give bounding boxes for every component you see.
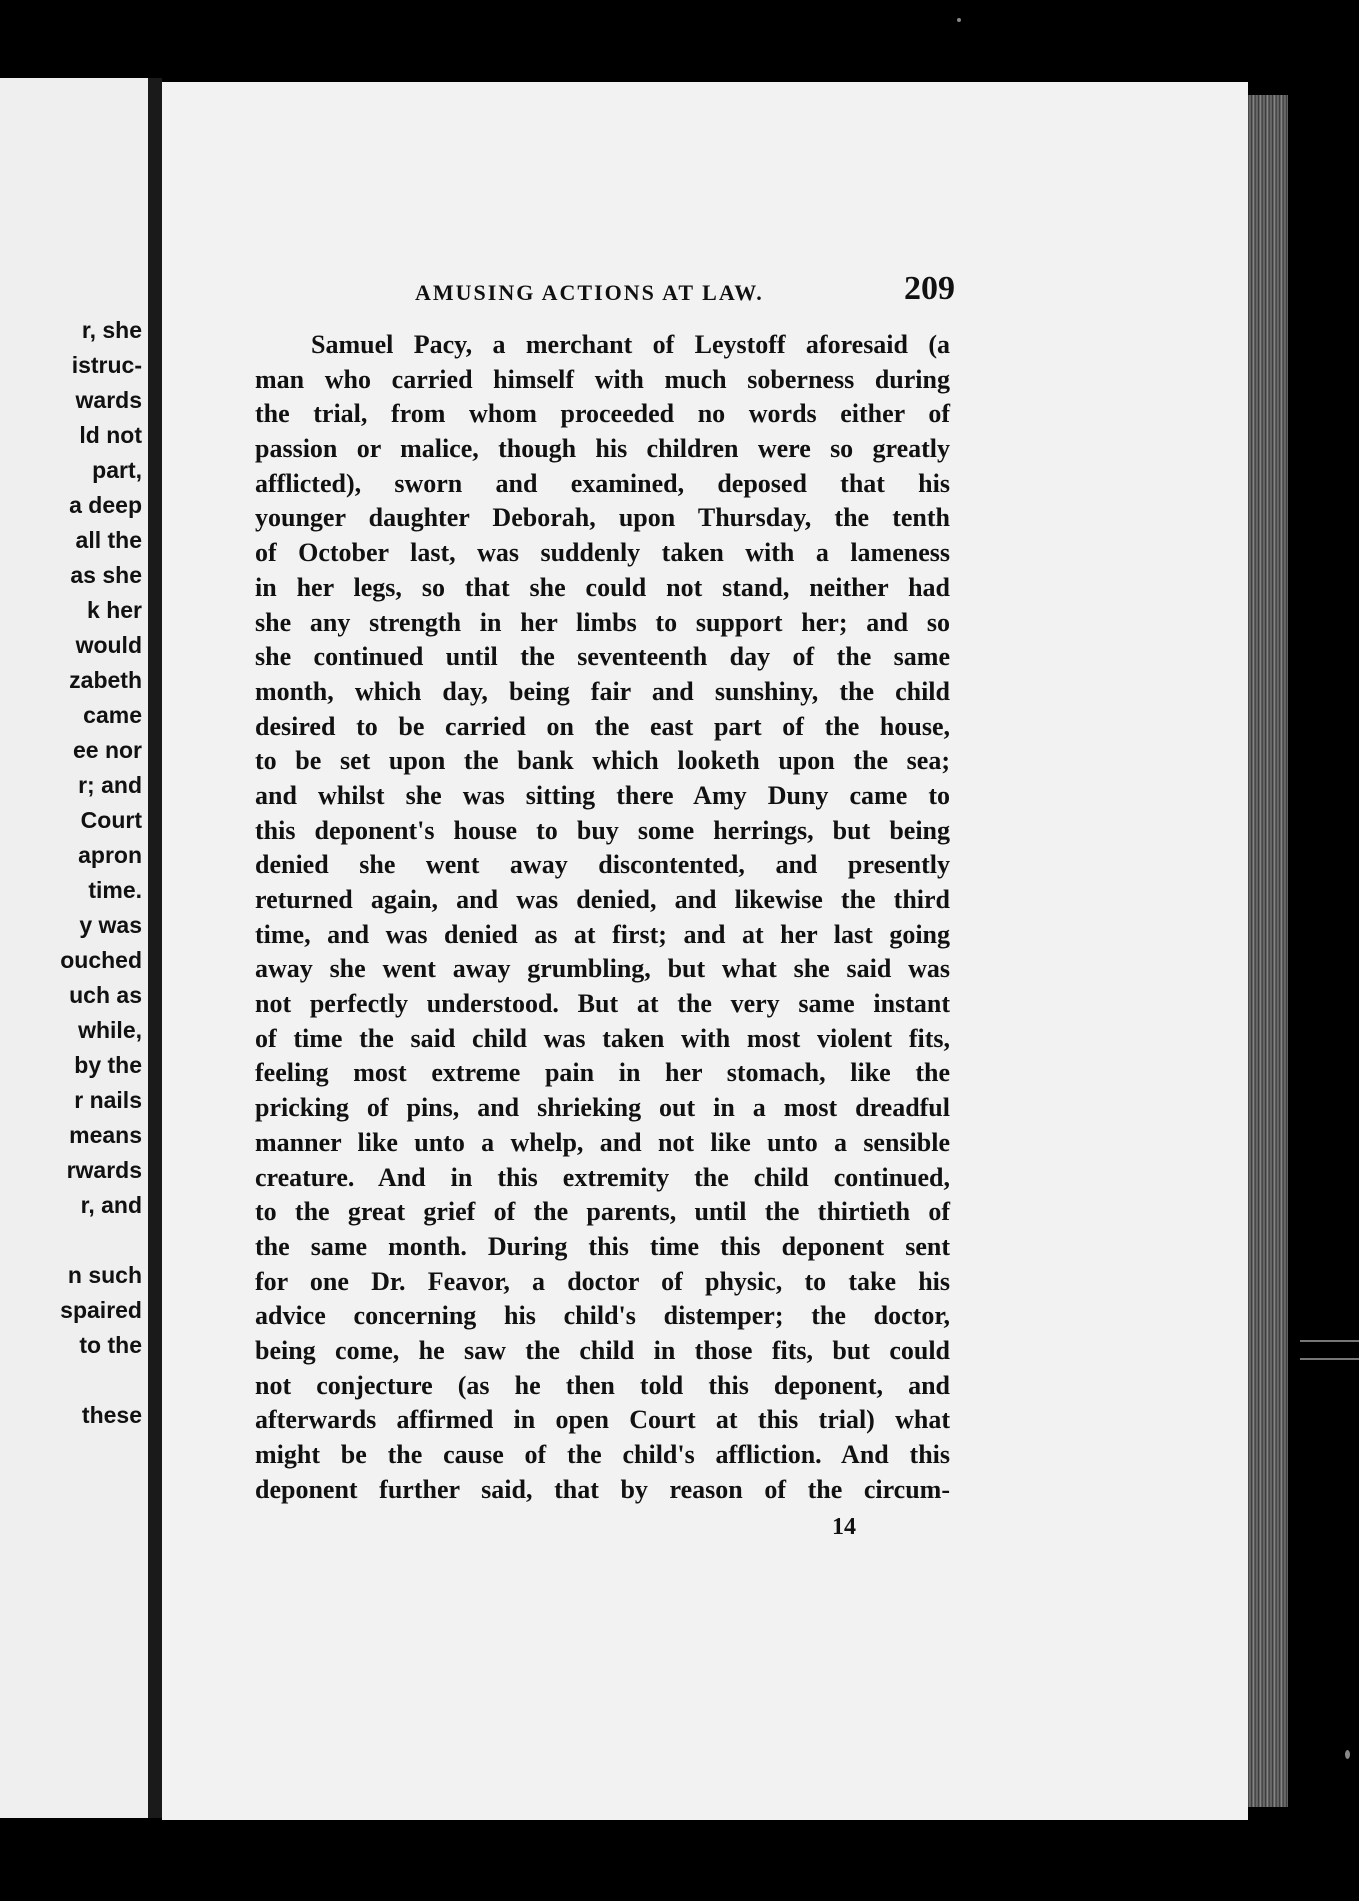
left-page-line: apron [78, 842, 142, 868]
signature-mark: 14 [832, 1514, 856, 1540]
left-page-line: n such [67, 1262, 142, 1288]
book-gutter [148, 78, 162, 1818]
body-line: Samuel Pacy, a merchant of Leystoff aforesaid (a [311, 330, 950, 359]
left-page-line: Court [80, 807, 142, 833]
left-page-line: r, she [81, 317, 142, 343]
left-page-line: came [83, 702, 142, 728]
body-line: time, and was denied as at first; and at her last going [255, 919, 950, 949]
body-line: being come, he saw the child in those fits, but could [255, 1335, 950, 1365]
body-line: she any strength in her limbs to support her; and so [255, 607, 950, 637]
page-number: 209 [904, 270, 955, 307]
left-page-line: ld not [79, 422, 142, 448]
left-page-line: a deep [69, 492, 142, 518]
left-page-line: k her [87, 597, 142, 623]
body-line: the trial, from whom proceeded no words either of [255, 399, 950, 429]
body-line: afflicted), sworn and examined, deposed that his [255, 468, 950, 498]
body-line: afterwards affirmed in open Court at this trial) what [255, 1405, 950, 1435]
body-line: of time the said child was taken with most violent fits, [255, 1023, 950, 1053]
left-page-line: these [81, 1402, 142, 1428]
left-page-line: zabeth [69, 667, 142, 693]
left-page-line: part, [92, 457, 142, 483]
left-page-line: wards [75, 387, 142, 413]
body-line: deponent further said, that by reason of the circum- [255, 1474, 950, 1504]
body-line: to be set upon the bank which looketh upon the sea; [255, 746, 950, 776]
left-page-line [0, 1363, 142, 1398]
body-line: for one Dr. Feavor, a doctor of physic, to take his [255, 1266, 950, 1296]
body-line: to the great grief of the parents, until the thirtieth of [255, 1197, 950, 1227]
scan-speck [957, 18, 961, 22]
body-line: the same month. During this time this deponent sent [255, 1231, 950, 1261]
left-page-line: r nails [74, 1087, 142, 1113]
body-line: desired to be carried on the east part of the house, [255, 711, 950, 741]
body-line: not conjecture (as he then told this deponent, and [255, 1370, 950, 1400]
left-page-line: would [75, 632, 142, 658]
left-facing-page [0, 78, 148, 1818]
left-page-line: y was [79, 912, 142, 938]
scan-artifact-line [1300, 1358, 1359, 1360]
left-page-line: r; and [78, 772, 142, 798]
body-line: creature. And in this extremity the child continued, [255, 1162, 950, 1192]
body-line: away she went away grumbling, but what she said was [255, 954, 950, 984]
left-page-line: ee nor [72, 737, 142, 763]
body-line: month, which day, being fair and sunshiny, the child [255, 676, 950, 706]
body-line: returned again, and was denied, and likewise the third [255, 885, 950, 914]
body-line: she continued until the seventeenth day of the same [255, 642, 950, 672]
left-page-text [0, 313, 142, 1433]
left-page-line: by the [74, 1052, 142, 1078]
left-page-line: uch as [69, 982, 142, 1008]
body-line: denied she went away discontented, and presently [255, 850, 950, 880]
running-title: AMUSING ACTIONS AT LAW. [415, 280, 764, 305]
left-page-line: while, [78, 1017, 142, 1043]
body-line: and whilst she was sitting there Amy Duny came to [255, 780, 950, 810]
left-page-line: means [69, 1122, 142, 1148]
left-page-line: as she [70, 562, 142, 588]
left-page-line: r, and [80, 1192, 142, 1218]
page-fore-edge [1248, 95, 1288, 1807]
left-page-line [0, 1223, 142, 1258]
left-page-line: to the [79, 1332, 142, 1358]
left-page-line: time. [88, 877, 142, 903]
body-line: passion or malice, though his children were so greatly [255, 434, 950, 464]
left-page-line: ouched [60, 947, 142, 973]
body-line: manner like unto a whelp, and not like unto a sensible [255, 1127, 950, 1157]
body-line: younger daughter Deborah, upon Thursday, the tenth [255, 503, 950, 533]
page-header [415, 270, 955, 318]
left-page-line: istruc- [71, 352, 142, 378]
scan-artifact-line [1300, 1340, 1359, 1342]
body-line: in her legs, so that she could not stand, neither had [255, 572, 950, 602]
body-line: feeling most extreme pain in her stomach, like the [255, 1058, 950, 1088]
left-page-line: spaired [60, 1297, 142, 1323]
left-page-line: all the [75, 527, 142, 553]
body-line: not perfectly understood. But at the very same instant [255, 989, 950, 1019]
body-line: advice concerning his child's distemper; the doctor, [255, 1301, 950, 1331]
scan-speck [1345, 1750, 1350, 1759]
body-line: might be the cause of the child's affliction. And this [255, 1440, 950, 1469]
body-line: man who carried himself with much soberness during [255, 364, 950, 394]
body-text [255, 328, 950, 1507]
body-line: of October last, was suddenly taken with a lameness [255, 538, 950, 568]
left-page-line: rwards [66, 1157, 142, 1183]
body-line: pricking of pins, and shrieking out in a most dreadful [255, 1093, 950, 1123]
body-line: this deponent's house to buy some herrings, but being [255, 815, 950, 845]
